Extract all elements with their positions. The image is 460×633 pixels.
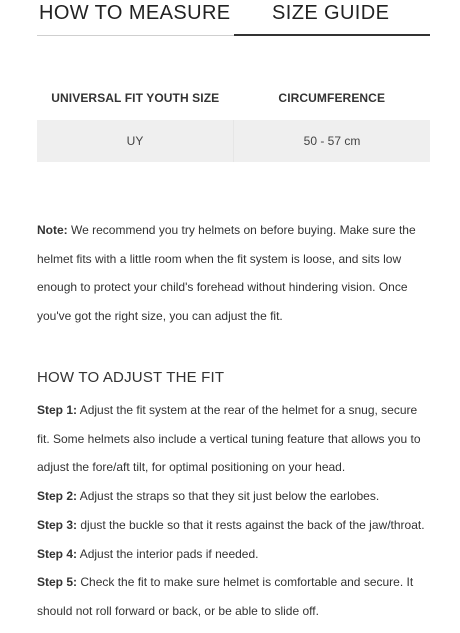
step-4	[37, 540, 432, 569]
cell-size: UY	[126, 134, 144, 148]
tab-size-guide[interactable]: SIZE GUIDE	[272, 2, 390, 24]
adjust-fit-title: HOW TO ADJUST THE FIT	[37, 369, 225, 386]
step-text: Adjust the straps so that they sit just below the earlobes.	[77, 489, 380, 504]
step-text: Adjust the fit system at the rear of the helmet for a snug, secure fit. Some helmets also include a vertical tuning feature that allows you to adjust the fore/aft tilt, for optimal positioning on your head.	[37, 403, 421, 475]
tab-how-to-measure[interactable]: HOW TO MEASURE	[39, 2, 231, 24]
step-label: Step 3:	[37, 517, 78, 532]
adjust-steps	[37, 396, 432, 626]
step-1	[37, 396, 432, 482]
fit-note	[37, 216, 432, 330]
column-header-circumference: CIRCUMFERENCE	[278, 91, 386, 105]
step-2	[37, 482, 432, 511]
note-label: Note:	[37, 223, 68, 237]
step-text: Check the fit to make sure helmet is comfortable and secure. It should not roll forward or back, or be able to slide off.	[37, 575, 414, 618]
note-text: We recommend you try helmets on before buying. Make sure the helmet fits with a little room when the fit system is loose, and sits low enough to protect your child's forehead without hindering vision. Once you've got the right size, you can adjust the fit.	[37, 223, 416, 323]
step-label: Step 4:	[37, 546, 78, 561]
size-guide-tabs	[37, 0, 430, 36]
step-5	[37, 568, 432, 625]
cell-circumference: 50 - 57 cm	[233, 120, 430, 162]
step-label: Step 5:	[37, 575, 78, 590]
tab-underline-inactive	[37, 35, 234, 36]
size-table	[37, 76, 430, 162]
table-row	[37, 120, 430, 162]
table-header-row	[37, 76, 430, 120]
step-label: Step 1:	[37, 403, 78, 417]
step-label: Step 2:	[37, 489, 78, 504]
step-text: djust the buckle so that it rests against the back of the jaw/throat.	[77, 517, 425, 532]
tab-underline-active	[234, 34, 430, 36]
step-text: Adjust the interior pads if needed.	[77, 546, 259, 561]
step-3	[37, 511, 432, 540]
column-header-size: UNIVERSAL FIT YOUTH SIZE	[51, 91, 220, 105]
